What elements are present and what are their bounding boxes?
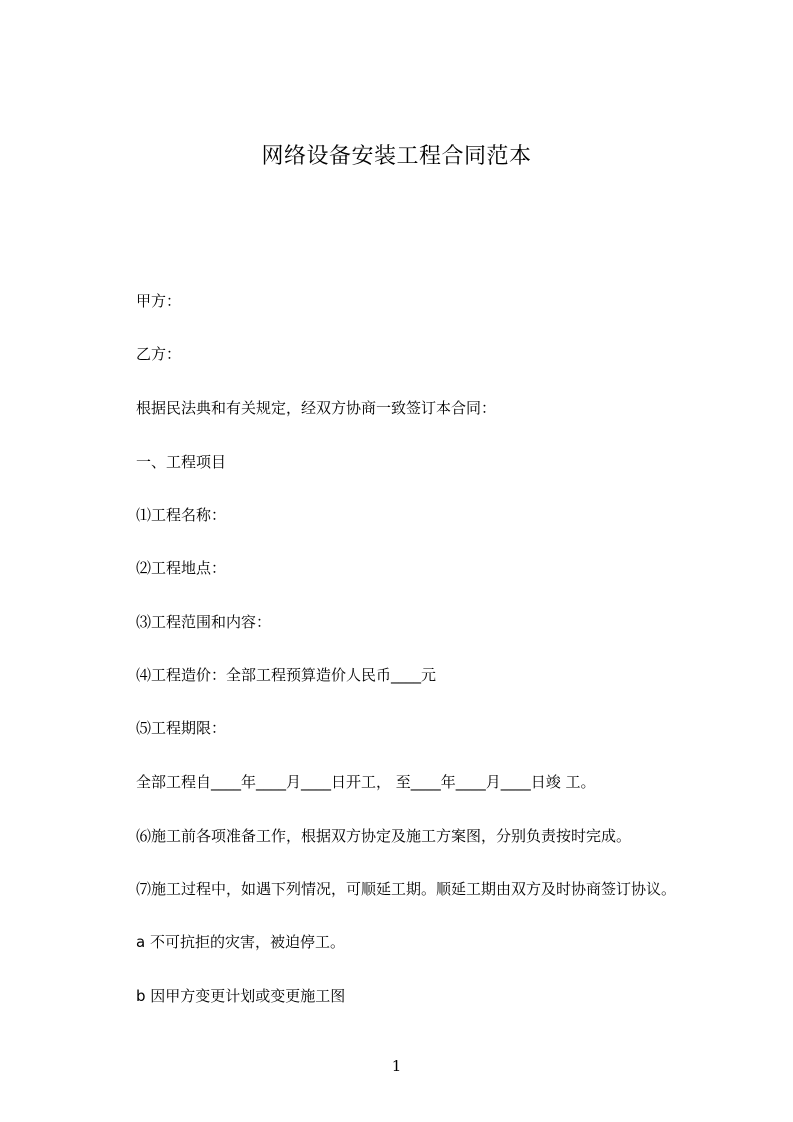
page-number: 1: [391, 1057, 402, 1075]
party-b-line: 乙方：: [136, 345, 182, 363]
party-a-line: 甲方：: [136, 292, 182, 310]
condition-b: b 因甲方变更计划或变更施工图: [136, 987, 346, 1005]
condition-a: a 不可抗拒的灾害，被迫停工。: [136, 933, 345, 951]
item-extension: ⑺施工过程中，如遇下列情况，可顺延工期。顺延工期由双方及时协商签订协议。: [136, 880, 677, 898]
item-project-name: ⑴工程名称：: [136, 506, 227, 524]
item-project-cost: ⑷工程造价：全部工程预算造价人民币____元: [136, 666, 437, 684]
preamble-line: 根据民法典和有关规定，经双方协商一致签订本合同：: [136, 399, 497, 417]
item-preparation: ⑹施工前各项准备工作，根据双方协定及施工方案图，分别负责按时完成。: [136, 827, 632, 845]
document-title: 网络设备安装工程合同范本: [261, 144, 532, 169]
project-dates-line: 全部工程自____年____月____日开工， 至____年____月____日竣 工。: [136, 773, 596, 791]
item-project-location: ⑵工程地点：: [136, 559, 227, 577]
section-heading-project: 一、工程项目: [136, 453, 227, 471]
item-project-period: ⑸工程期限：: [136, 719, 227, 737]
item-project-scope: ⑶工程范围和内容：: [136, 613, 272, 631]
